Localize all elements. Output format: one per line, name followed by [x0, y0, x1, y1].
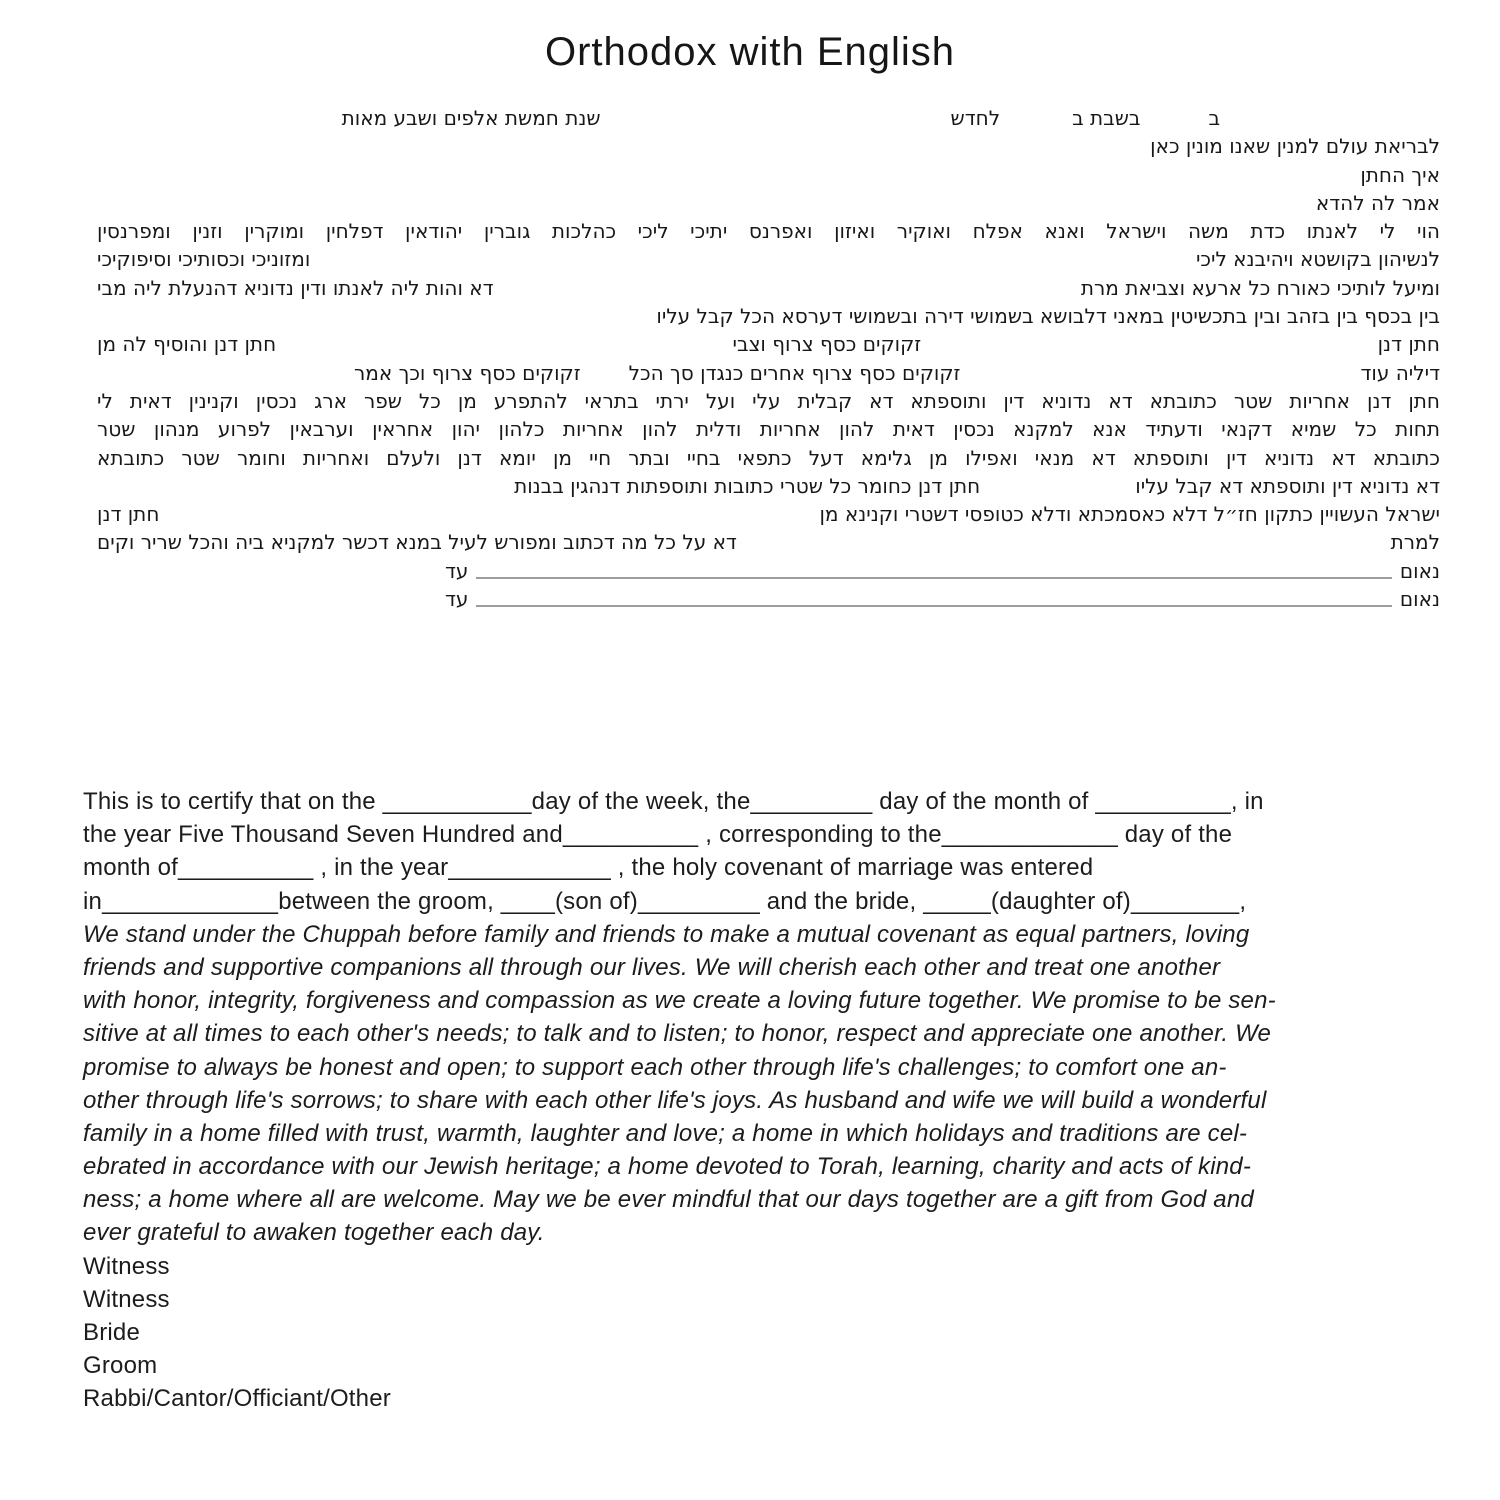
witness-signature-line [476, 577, 1391, 579]
covenant-line-4: sitive at all times to each other's needs; to talk and to listen; to honor, respect and appreciate one another. We [83, 1020, 1272, 1048]
hebrew-line-groom: איך החתן [1360, 162, 1440, 187]
covenant-line-8: ebrated in accordance with our Jewish heritage; a home devoted to Torah, learning, charity and acts of kind- [83, 1153, 1252, 1181]
hebrew-line-accepted [97, 472, 1440, 500]
hebrew-line-surety-1: חתן דנן אחריות שטר כתובתא דא נדוניא דין ותוספתא דא קבלית עלי ועל ירתי בתראי להתפרע מן כל שפר ארג נכסין וקנינין דאית לי [97, 388, 1440, 413]
hebrew-segment: חתן דנן [97, 502, 160, 527]
hebrew-segment: לחדש [950, 106, 1001, 130]
signature-suffix-ed: עד [445, 558, 469, 583]
hebrew-line-date [97, 104, 1440, 132]
covenant-line-3: with honor, integrity, forgiveness and compassion as we create a loving future together. We promise to be sen- [83, 987, 1276, 1015]
hebrew-segment: דא על כל מה דכתוב ומפורש לעיל במנא דכשר למקניא ביה והכל שריר וקים [97, 530, 737, 555]
hebrew-segment: דא נדוניא דין ותוספתא דא קבל עליו [1135, 473, 1440, 498]
hebrew-line-dowry-items: בין בכסף בין בזהב ובין בתכשיטין במאני דלבושא בשמושי דירה ובשמושי דערסא הכל קבל עליו [656, 304, 1440, 329]
covenant-line-9: ness; a home where all are welcome. May we be ever mindful that our days together are a gift from God and [83, 1186, 1254, 1214]
hebrew-segment: דא והות ליה לאנתו ודין נדוניא דהנעלת ליה מבי [97, 275, 494, 300]
signature-label-witness-1: Witness [83, 1252, 170, 1280]
hebrew-segment: בשבת ב [1072, 106, 1141, 130]
hebrew-witness-signature-row-1 [97, 557, 1440, 585]
covenant-line-6: other through life's sorrows; to share with each other life's joys. As husband and wife we will build a wonderful [83, 1086, 1267, 1114]
signature-label-groom: Groom [83, 1352, 158, 1380]
signature-suffix-ed: עד [445, 587, 469, 612]
hebrew-segment: חתן דנן והוסיף לה מן [97, 332, 277, 357]
hebrew-text-block [97, 104, 1440, 613]
hebrew-segment: ומזוניכי וכסותיכי וסיפוקיכי [97, 247, 311, 272]
hebrew-line-surety-2: תחות כל שמיא דקנאי ודעתיד אנא למקנא נכסין דאית להון אחריות ודלית להון אחריות כלהון יהון אחראין וערבאין לפרוע מנהון שטר [97, 417, 1440, 442]
hebrew-segment: שנת חמשת אלפים ושבע מאות [341, 106, 601, 130]
hebrew-segment: חתן דנן כחומר כל שטרי כתובות ותוספתות דנהגין בבנות [514, 473, 981, 498]
page-title: Orthodox with English [544, 30, 956, 74]
hebrew-segment: ומיעל לותיכי כאורח כל ארעא וצביאת מרת [1080, 275, 1440, 300]
english-fill-line-2: the year Five Thousand Seven Hundred and__________ , corresponding to the_____________ day of the [83, 821, 1233, 849]
covenant-line-2: friends and supportive companions all through our lives. We will cherish each other and treat one another [83, 953, 1221, 981]
hebrew-line-surety-3: כתובתא דא נדוניא דין ותוספתא דא מנאי ואפילו מן גלימא דעל כתפאי בחיי ובתר חיי מן יומא דנן ולעלם ואחריות וחומר שטר כתובתא [97, 445, 1440, 470]
covenant-line-1: We stand under the Chuppah before family and friends to make a mutual covenant as equal partners, loving [83, 920, 1250, 948]
hebrew-line-valid [97, 528, 1440, 556]
signature-label-witness-2: Witness [83, 1285, 170, 1313]
covenant-line-7: family in a home filled with trust, warmth, laughter and love; a home in which holidays and traditions are cel- [83, 1119, 1248, 1147]
hebrew-line-be-my-wife: הוי לי לאנתו כדת משה וישראל ואנא אפלח ואוקיר ואיזון ואפרנס יתיכי ליכי כהלכות גוברין יהודאין דפלחין ומוקרין וזנין ומפרנסין [97, 219, 1440, 244]
hebrew-segment: לנשיהון בקושטא ויהיבנא ליכי [1195, 247, 1440, 272]
english-fill-line-4: in_____________between the groom, ____(son of)_________ and the bride, _____(daughter of)________, [83, 887, 1247, 915]
hebrew-segment: חתן דנן [1377, 332, 1440, 357]
hebrew-segment: זקוקים כסף צרוף וצבי [732, 332, 922, 357]
hebrew-segment: זקוקים כסף צרוף אחרים כנגדן סך הכל [628, 360, 961, 385]
hebrew-segment: זקוקים כסף צרוף וכך אמר [353, 360, 581, 385]
hebrew-line-kinyan [97, 500, 1440, 528]
hebrew-segment: למרת [1390, 530, 1440, 555]
signature-label-bride: Bride [83, 1319, 141, 1346]
hebrew-line-zekukim-2 [97, 359, 1440, 387]
hebrew-segment: ב [1208, 106, 1220, 130]
hebrew-line-said-to-her: אמר לה להדא [1315, 190, 1440, 215]
hebrew-line-zekukim-1 [97, 330, 1440, 358]
signature-label-officiant: Rabbi/Cantor/Officiant/Other [83, 1385, 391, 1413]
english-fill-line-3: month of__________ , in the year____________ , the holy covenant of marriage was entered [83, 854, 1094, 882]
hebrew-line-mohar [97, 245, 1440, 273]
covenant-line-5: promise to always be honest and open; to support each other through life's challenges; to comfort one an- [83, 1053, 1227, 1081]
signature-prefix-neum: נאום [1399, 587, 1440, 612]
english-fill-line-1: This is to certify that on the ___________day of the week, the_________ day of the month of __________, in [83, 788, 1264, 815]
hebrew-segment: דיליה עוד [1360, 360, 1440, 385]
witness-signature-line [476, 605, 1391, 607]
hebrew-segment: ישראל העשויין כתקון חז״ל דלא כאסמכתא ודלא כטופסי דשטרי וקנינא מן [819, 502, 1440, 527]
covenant-line-10: ever grateful to awaken together each day. [83, 1219, 545, 1247]
hebrew-line-bride-consent [97, 274, 1440, 302]
english-text-block [83, 785, 1443, 1416]
hebrew-line-creation: לבריאת עולם למנין שאנו מונין כאן [1150, 134, 1440, 159]
signature-prefix-neum: נאום [1399, 558, 1440, 583]
hebrew-witness-signature-row-2 [97, 585, 1440, 613]
